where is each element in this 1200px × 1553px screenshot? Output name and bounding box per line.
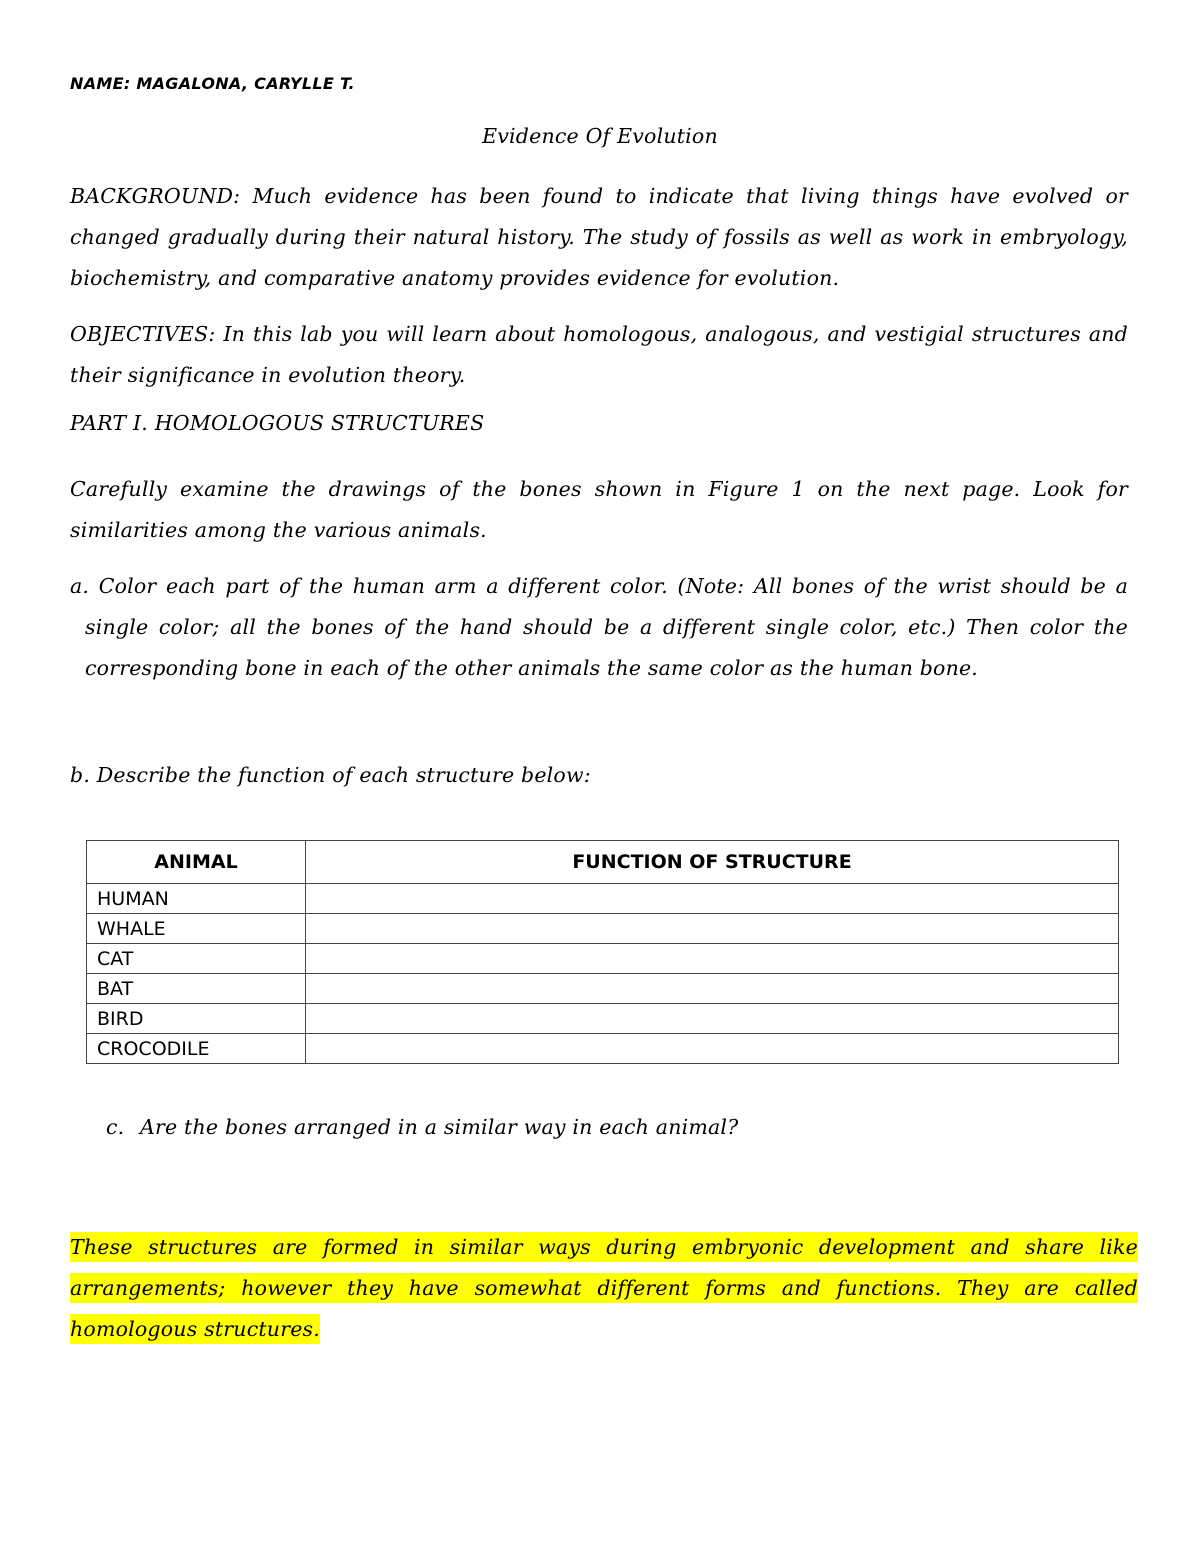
table-row [87, 1004, 1119, 1034]
highlighted-answer: These structures are formed in similar ways during embryonic development and share like arrangements; however they have somewhat different forms and functions. They are called homologous structures. [70, 1232, 1138, 1344]
function-cell[interactable] [306, 884, 1119, 914]
background-paragraph: BACKGROUND: Much evidence has been found to indicate that living things have evolved or changed gradually during their natural history. The study of fossils as well as work in embryology, biochemistry, and comparative anatomy provides evidence for evolution. [70, 184, 1128, 290]
document-title: Evidence Of Evolution [482, 124, 718, 148]
animal-cell: HUMAN [87, 884, 306, 914]
item-b-instruction: b. Describe the function of each structure below: [70, 763, 591, 787]
part1-heading: PART I. HOMOLOGOUS STRUCTURES [70, 411, 485, 435]
table-row [87, 884, 1119, 914]
table-row [87, 914, 1119, 944]
animal-cell: CROCODILE [87, 1034, 306, 1064]
animal-cell: BIRD [87, 1004, 306, 1034]
item-c-label: c. [106, 1115, 125, 1139]
item-a-instruction: a. Color each part of the human arm a different color. (Note: All bones of the wrist should be a single color; all the bones of the hand should be a different single color, etc.) Then color the corresponding bone in each of the other animals the same color as the human bone. [70, 574, 1128, 680]
answer-block [70, 1227, 1138, 1350]
table-row [87, 974, 1119, 1004]
animal-cell: CAT [87, 944, 306, 974]
function-table [86, 840, 1119, 1064]
item-c-question [106, 1115, 738, 1139]
function-cell[interactable] [306, 1004, 1119, 1034]
header-function: FUNCTION OF STRUCTURE [306, 841, 1119, 884]
function-cell[interactable] [306, 974, 1119, 1004]
objectives-paragraph: OBJECTIVES: In this lab you will learn about homologous, analogous, and vestigial structures and their significance in evolution theory. [70, 322, 1128, 387]
function-cell[interactable] [306, 914, 1119, 944]
table-header-row [87, 841, 1119, 884]
header-animal: ANIMAL [87, 841, 306, 884]
instructions-paragraph: Carefully examine the drawings of the bones shown in Figure 1 on the next page. Look for similarities among the various animals. [70, 477, 1128, 542]
table-row [87, 1034, 1119, 1064]
student-name: NAME: MAGALONA, CARYLLE T. [70, 74, 355, 93]
function-cell[interactable] [306, 1034, 1119, 1064]
function-cell[interactable] [306, 944, 1119, 974]
animal-cell: BAT [87, 974, 306, 1004]
item-c-text: Are the bones arranged in a similar way in each animal? [140, 1115, 739, 1139]
table-row [87, 944, 1119, 974]
animal-cell: WHALE [87, 914, 306, 944]
